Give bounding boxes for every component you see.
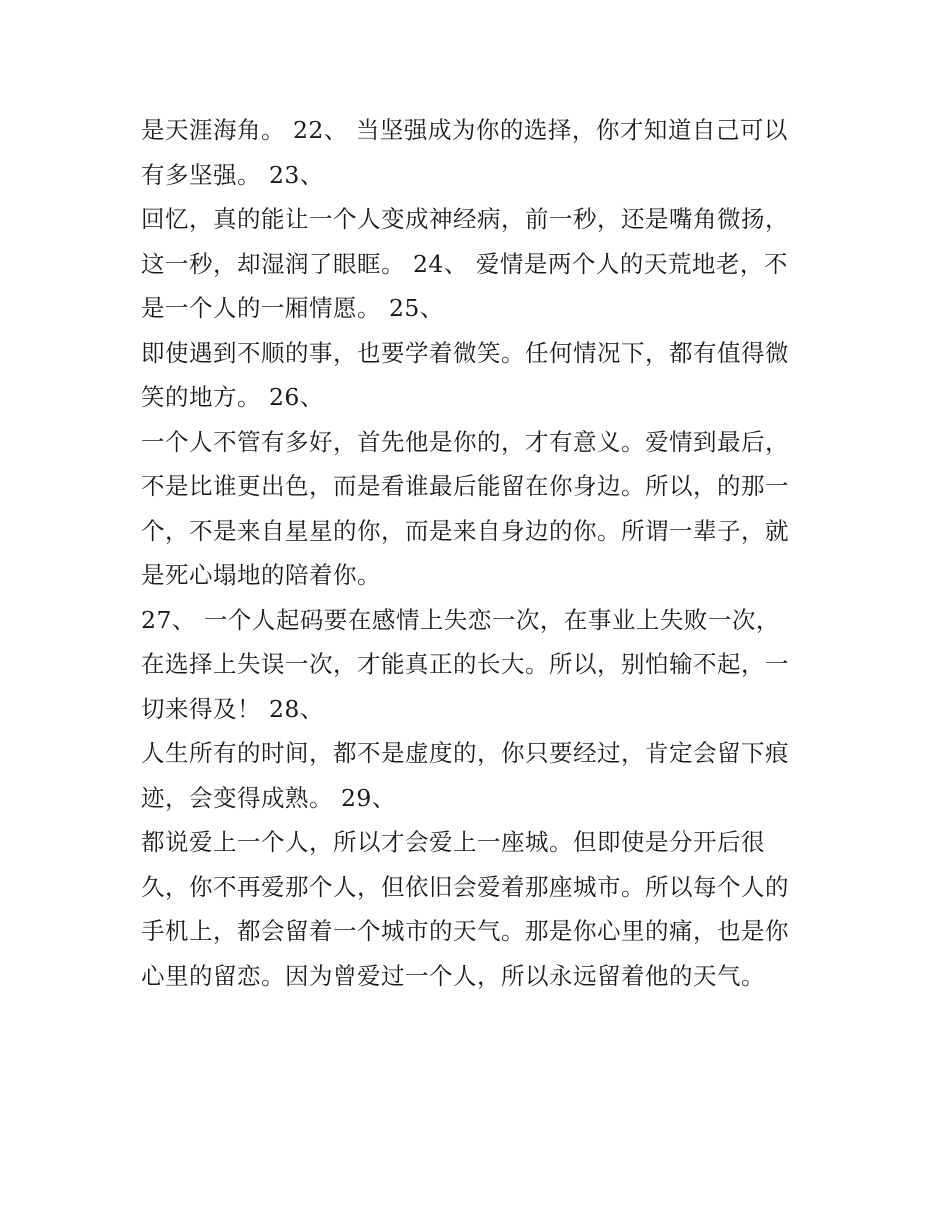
text-line: 心里的留恋。因为曾爱过一个人，所以永远留着他的天气。 — [141, 961, 765, 990]
body-text — [141, 108, 831, 998]
text-line: 个，不是来自星星的你，而是来自身边的你。所谓一辈子，就 — [141, 516, 789, 545]
text-line: 这一秒，却湿润了眼眶。 24、 爱情是两个人的天荒地老，不 — [141, 249, 788, 278]
text-line: 27、 一个人起码要在感情上失恋一次，在事业上失败一次， — [141, 605, 780, 634]
text-line: 回忆，真的能让一个人变成神经病，前一秒，还是嘴角微扬， — [141, 205, 789, 233]
text-line: 笑的地方。 26、 — [141, 383, 324, 411]
text-line: 手机上，都会留着一个城市的天气。那是你心里的痛，也是你 — [141, 917, 789, 945]
text-line: 有多坚强。 23、 — [141, 160, 324, 189]
text-line: 一个人不管有多好，首先他是你的，才有意义。爱情到最后， — [141, 427, 789, 456]
text-line: 是死心塌地的陪着你。 — [141, 561, 381, 589]
text-line: 即使遇到不顺的事，也要学着微笑。任何情况下，都有值得微 — [141, 338, 789, 367]
text-line: 不是比谁更出色，而是看谁最后能留在你身边。所以，的那一 — [141, 472, 789, 500]
text-line: 都说爱上一个人，所以才会爱上一座城。但即使是分开后很 — [141, 828, 765, 856]
text-line: 是一个人的一厢情愿。 25、 — [141, 294, 444, 322]
text-line: 久，你不再爱那个人，但依旧会爱着那座城市。所以每个人的 — [141, 872, 789, 901]
text-line: 切来得及！ 28、 — [141, 694, 324, 723]
text-line: 人生所有的时间，都不是虚度的，你只要经过，肯定会留下痕 — [141, 739, 789, 767]
text-line: 是天涯海角。 22、 当坚强成为你的选择，你才知道自己可以 — [141, 116, 788, 144]
text-line: 在选择上失误一次，才能真正的长大。所以，别怕输不起，一 — [141, 650, 789, 678]
text-line: 迹，会变得成熟。 29、 — [141, 783, 396, 812]
